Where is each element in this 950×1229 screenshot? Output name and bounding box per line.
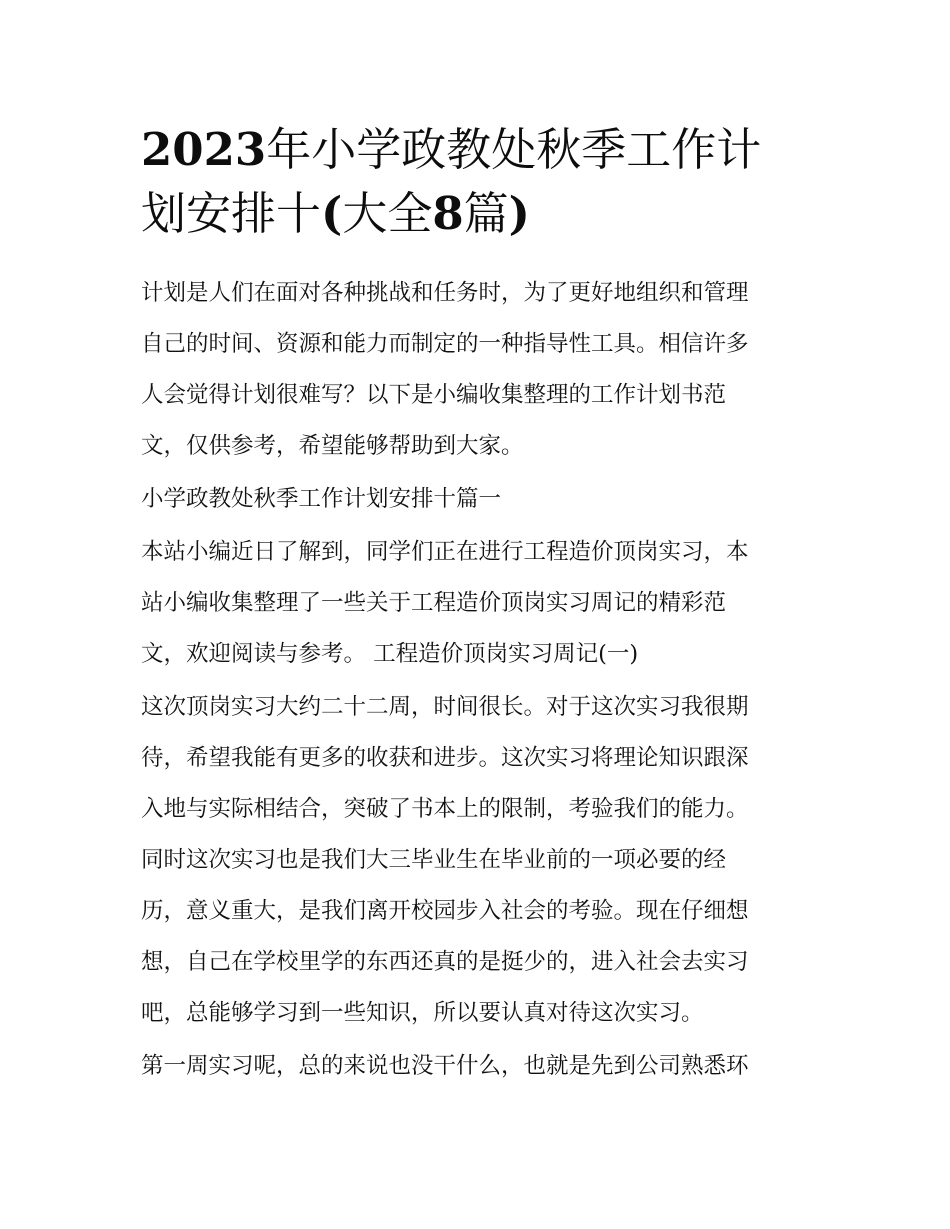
paragraph-3 — [141, 1041, 813, 1092]
title-paren-open: ( — [321, 187, 343, 240]
text-line: 第一周实习呢，总的来说也没干什么，也就是先到公司熟悉环 — [141, 1053, 749, 1079]
text-line: 站小编收集整理了一些关于工程造价顶岗实习周记的精彩范 — [141, 590, 727, 616]
text-line: 计划是人们在面对各种挑战和任务时，为了更好地组织和管理 — [141, 280, 749, 306]
document-body — [141, 268, 813, 1092]
text-line: 文，仅供参考，希望能够帮助到大家。 — [141, 433, 524, 459]
text-line: 自己的时间、资源和能力而制定的一种指导性工具。相信许多 — [141, 331, 749, 357]
text-line: 待，希望我能有更多的收获和进步。这次实习将理论知识跟深 — [141, 745, 749, 771]
text-line: 同时这次实习也是我们大三毕业生在毕业前的一项必要的经 — [141, 847, 727, 873]
text-line: 文，欢迎阅读与参考。 工程造价顶岗实习周记(一) — [141, 641, 639, 667]
title-paren-close: ) — [508, 187, 530, 240]
text-line: 本站小编近日了解到，同学们正在进行工程造价顶岗实习，本 — [141, 539, 749, 565]
text-line: 人会觉得计划很难写？以下是小编收集整理的工作计划书范 — [141, 382, 727, 408]
title-count: 8 — [432, 187, 464, 240]
title-year: 2023 — [141, 123, 267, 176]
title-text-2c: 篇 — [463, 187, 509, 240]
title-line-1 — [141, 118, 813, 182]
text-line: 入地与实际相结合，突破了书本上的限制，考验我们的能力。 — [141, 796, 749, 822]
paragraph-2 — [141, 682, 813, 1039]
text-line: 这次顶岗实习大约二十二周，时间很长。对于这次实习我很期 — [141, 694, 749, 720]
text-line: 想，自己在学校里学的东西还真的是挺少的，进入社会去实习 — [141, 949, 749, 975]
document-content — [141, 118, 813, 1094]
section-heading: 小学政教处秋季工作计划安排十篇一 — [141, 486, 502, 512]
title-text-1: 年小学政教处秋季工作计 — [266, 123, 762, 176]
document-title — [141, 118, 813, 246]
text-line: 历，意义重大，是我们离开校园步入社会的考验。现在仔细想 — [141, 898, 749, 924]
title-line-2 — [141, 182, 813, 246]
text-line: 吧，总能够学习到一些知识，所以要认真对待这次实习。 — [141, 1000, 704, 1026]
title-text-2b: 大全 — [342, 187, 433, 240]
intro-paragraph — [141, 268, 813, 472]
paragraph-1 — [141, 527, 813, 680]
title-text-2a: 划安排十 — [141, 187, 322, 240]
